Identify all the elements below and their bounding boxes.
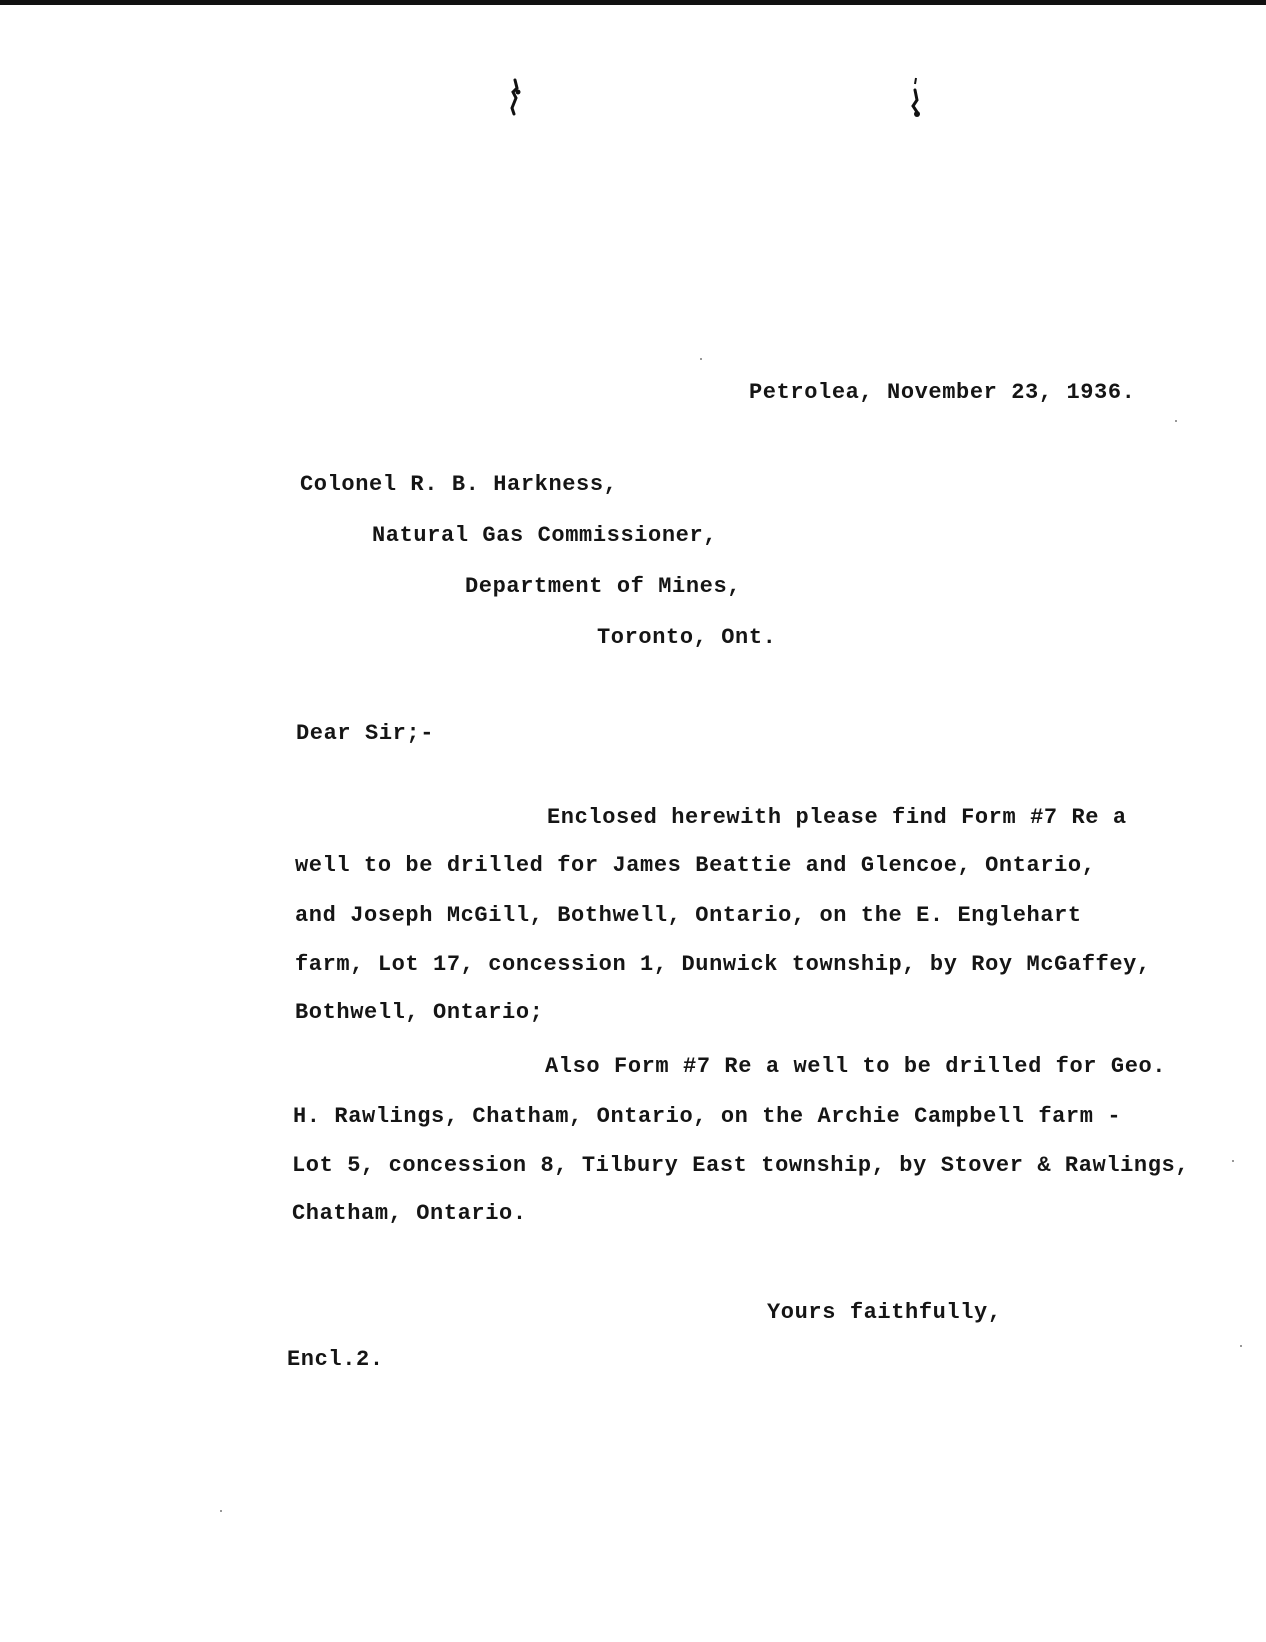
body-line: farm, Lot 17, concession 1, Dunwick township, by Roy McGaffey, (295, 952, 1151, 977)
recipient-department: Department of Mines, (465, 574, 742, 599)
scan-top-border (0, 0, 1266, 5)
recipient-name: Colonel R. B. Harkness, (300, 472, 618, 497)
recipient-city: Toronto, Ont. (597, 625, 777, 650)
body-line: Enclosed herewith please find Form #7 Re a (547, 805, 1127, 830)
scan-speck (700, 358, 702, 360)
body-line: and Joseph McGill, Bothwell, Ontario, on the E. Englehart (295, 903, 1082, 928)
body-line: H. Rawlings, Chatham, Ontario, on the Archie Campbell farm - (293, 1104, 1122, 1129)
salutation: Dear Sir;- (296, 721, 435, 746)
body-line: Also Form #7 Re a well to be drilled for Geo. (545, 1054, 1167, 1079)
recipient-title: Natural Gas Commissioner, (372, 523, 718, 548)
dateline: Petrolea, November 23, 1936. (749, 380, 1136, 405)
ink-mark-left (505, 78, 525, 118)
enclosure-note: Encl.2. (287, 1347, 384, 1372)
body-line: Lot 5, concession 8, Tilbury East township, by Stover & Rawlings, (292, 1153, 1190, 1178)
body-line: Chatham, Ontario. (292, 1201, 527, 1226)
body-line: well to be drilled for James Beattie and Glencoe, Ontario, (295, 853, 1096, 878)
closing: Yours faithfully, (767, 1300, 1002, 1325)
scan-speck (220, 1510, 222, 1512)
body-line: Bothwell, Ontario; (295, 1000, 544, 1025)
scan-speck (1232, 1160, 1234, 1162)
ink-mark-right (905, 76, 925, 120)
scan-speck (1240, 1345, 1242, 1347)
scan-speck (1175, 420, 1177, 422)
